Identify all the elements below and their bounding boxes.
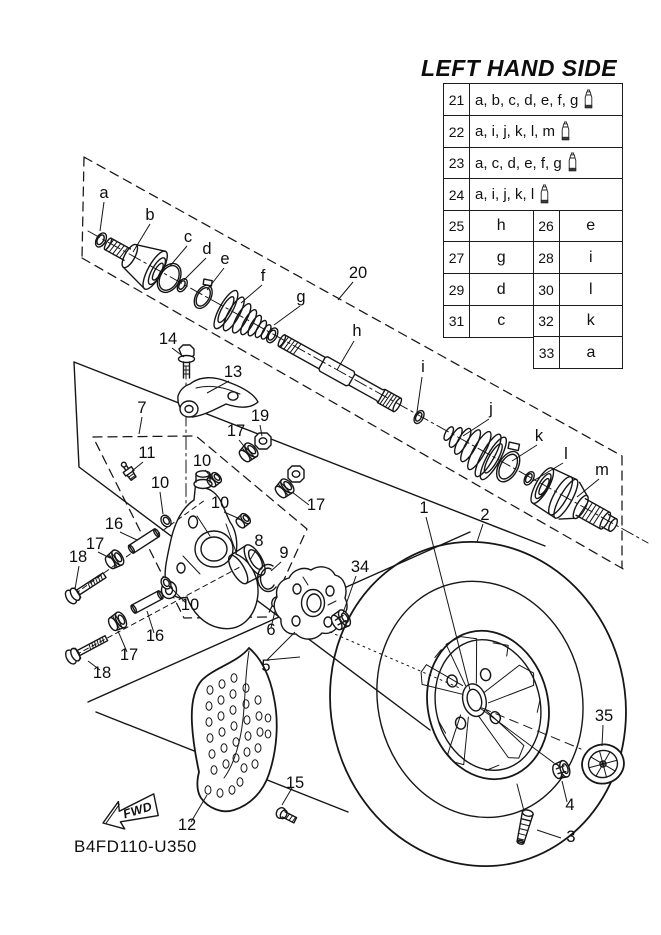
valve-stem-3 (515, 809, 534, 845)
row-refs: a, i, j, k, l, m (475, 123, 556, 141)
row-number: 24 (444, 179, 470, 210)
part-label-11: 11 (138, 444, 156, 462)
bushing-17-left-lower (106, 610, 129, 633)
row-number: 22 (444, 116, 470, 147)
part-label-e: e (220, 250, 230, 268)
row-ref: a (586, 343, 596, 361)
part-label-34: 34 (350, 558, 370, 576)
part-label-i: i (421, 358, 425, 376)
part-label-15: 15 (285, 774, 305, 792)
row-number: 32 (534, 306, 560, 337)
part-label-c: c (183, 228, 193, 246)
part-label-10: 10 (192, 452, 212, 470)
part-label-6: 6 (266, 621, 276, 639)
part-label-17: 17 (226, 422, 246, 440)
part-label-4: 4 (565, 796, 575, 814)
page-title: LEFT HAND SIDE (421, 55, 617, 81)
leader-lines (75, 202, 603, 838)
part-label-16: 16 (104, 515, 124, 533)
diagram-code: B4FD110-U350 (74, 837, 197, 856)
shock-bracket-13 (178, 378, 258, 417)
row-number: 26 (534, 211, 560, 242)
bushing-10-left (159, 513, 173, 528)
part-label-19: 19 (250, 407, 270, 425)
row-ref: d (470, 274, 534, 305)
ring-l (522, 470, 536, 487)
wheel-rim-1 (412, 618, 565, 793)
disc-guard-group (192, 648, 298, 825)
part-label-d: d (202, 240, 212, 258)
flange-nut-19b (288, 466, 304, 482)
part-label-5: 5 (261, 657, 271, 675)
row-number: 31 (444, 306, 470, 337)
snap-ring-a (93, 231, 108, 249)
ring-d (175, 277, 189, 293)
part-label-14: 14 (158, 330, 178, 348)
row-number: 23 (444, 148, 470, 179)
part-label-16: 16 (145, 627, 165, 645)
row-refs: a, i, j, k, l (475, 186, 535, 204)
fwd-arrow-label: FWD (121, 799, 154, 822)
row-refs: a, c, d, e, f, g (475, 154, 562, 172)
guard-screw-15 (274, 806, 297, 825)
part-label-8: 8 (254, 532, 264, 550)
part-label-10: 10 (210, 494, 230, 512)
part-label-17: 17 (85, 535, 105, 553)
hub-cap-35 (578, 740, 629, 789)
row-ref: k (586, 312, 595, 330)
part-label-13: 13 (223, 363, 243, 381)
part-label-1: 1 (419, 499, 429, 517)
row-refs: a, b, c, d, e, f, g (475, 91, 579, 109)
row-ref: e (586, 217, 596, 235)
part-label-18: 18 (68, 548, 88, 566)
part-label-3: 3 (566, 828, 576, 846)
grease-fitting-11 (118, 460, 137, 482)
part-label-f: f (260, 267, 266, 285)
row-ref: c (470, 306, 534, 337)
row-number: 25 (444, 211, 470, 242)
row-ref: g (470, 242, 534, 273)
part-label-m: m (595, 461, 609, 479)
part-label-j: j (489, 400, 493, 418)
row-number: 30 (534, 274, 560, 305)
part-label-17: 17 (119, 646, 139, 664)
part-label-g: g (296, 288, 306, 306)
flange-nut-19 (255, 433, 271, 449)
part-label-h: h (352, 322, 362, 340)
boot-clamp-e (190, 277, 219, 312)
row-ref: l (588, 280, 593, 298)
bolt-18-upper (63, 569, 108, 606)
part-label-18: 18 (92, 664, 112, 682)
collar-16-upper (127, 528, 160, 554)
bushing-10-mid (234, 512, 252, 530)
part-label-35: 35 (594, 707, 614, 725)
part-label-9: 9 (279, 544, 289, 562)
part-label-a: a (99, 184, 109, 202)
outer-cv-joint-m (526, 463, 626, 545)
axle-shaft-h (276, 332, 403, 413)
part-label-b: b (145, 206, 155, 224)
row-number: 21 (444, 84, 470, 115)
part-label-l: l (564, 445, 568, 463)
part-label-k: k (534, 427, 544, 445)
row-ref: h (470, 211, 534, 242)
row-number: 28 (534, 242, 560, 273)
part-label-10: 10 (150, 474, 170, 492)
part-label-17: 17 (306, 496, 326, 514)
inner-cv-joint-b (96, 224, 172, 292)
bushing-17-left-upper (103, 548, 127, 572)
fwd-arrow (98, 791, 161, 834)
row-number: 29 (444, 274, 470, 305)
part-label-2: 2 (480, 506, 490, 524)
row-number: 33 (534, 337, 560, 368)
row-number: 27 (444, 242, 470, 273)
part-label-10: 10 (180, 596, 200, 614)
circlip-i (412, 409, 426, 425)
row-ref: i (588, 248, 593, 266)
part-label-20: 20 (348, 264, 368, 282)
part-label-12: 12 (177, 816, 197, 834)
boot-clamp-g (264, 326, 280, 344)
part-label-7: 7 (137, 399, 147, 417)
